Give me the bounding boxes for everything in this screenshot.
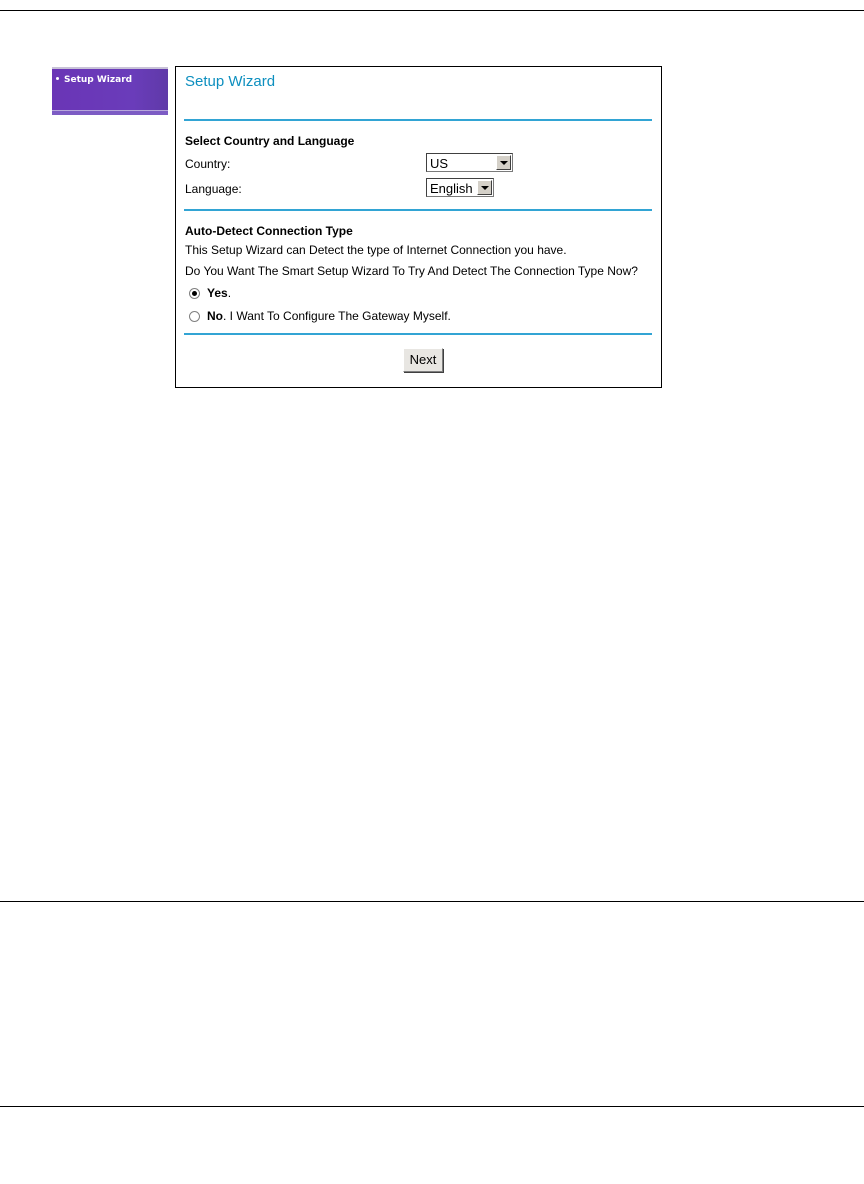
radio-yes-label: Yes xyxy=(207,286,228,300)
page-footer-rule xyxy=(0,1106,864,1107)
auto-detect-heading: Auto-Detect Connection Type xyxy=(185,224,353,238)
divider xyxy=(184,119,652,121)
radio-yes-label-rest: . xyxy=(227,286,232,300)
page-title: Setup Wizard xyxy=(185,73,276,90)
radio-yes[interactable] xyxy=(189,288,200,299)
divider xyxy=(184,333,652,335)
bullet-icon xyxy=(56,77,59,80)
radio-no-label-rest: . I Want To Configure The Gateway Myself. xyxy=(223,309,451,323)
next-button[interactable]: Next xyxy=(403,348,443,372)
auto-detect-description: This Setup Wizard can Detect the type of Internet Connection you have. xyxy=(185,243,567,257)
radio-no[interactable] xyxy=(189,311,200,322)
country-language-heading: Select Country and Language xyxy=(185,134,355,148)
chevron-down-icon[interactable] xyxy=(477,180,492,195)
language-label: Language: xyxy=(185,182,242,196)
country-select-value: US xyxy=(430,156,449,171)
nav-item-setup-wizard[interactable] xyxy=(56,75,132,85)
language-select[interactable] xyxy=(426,178,494,197)
divider xyxy=(184,209,652,211)
radio-option-yes[interactable] xyxy=(189,286,231,300)
page-top-rule xyxy=(0,10,864,11)
country-label: Country: xyxy=(185,157,231,171)
auto-detect-question: Do You Want The Smart Setup Wizard To Try And Detect The Connection Type Now? xyxy=(185,264,638,278)
nav-item-label: Setup Wizard xyxy=(64,75,133,85)
language-select-value: English xyxy=(430,181,473,196)
page-section-rule xyxy=(0,901,864,902)
radio-option-no[interactable] xyxy=(189,309,451,323)
left-nav-menu xyxy=(52,67,168,115)
nav-bottom-edge xyxy=(52,110,168,115)
chevron-down-icon[interactable] xyxy=(496,155,511,170)
setup-wizard-panel xyxy=(175,66,662,388)
radio-no-label: No xyxy=(207,309,223,323)
country-select[interactable] xyxy=(426,153,513,172)
